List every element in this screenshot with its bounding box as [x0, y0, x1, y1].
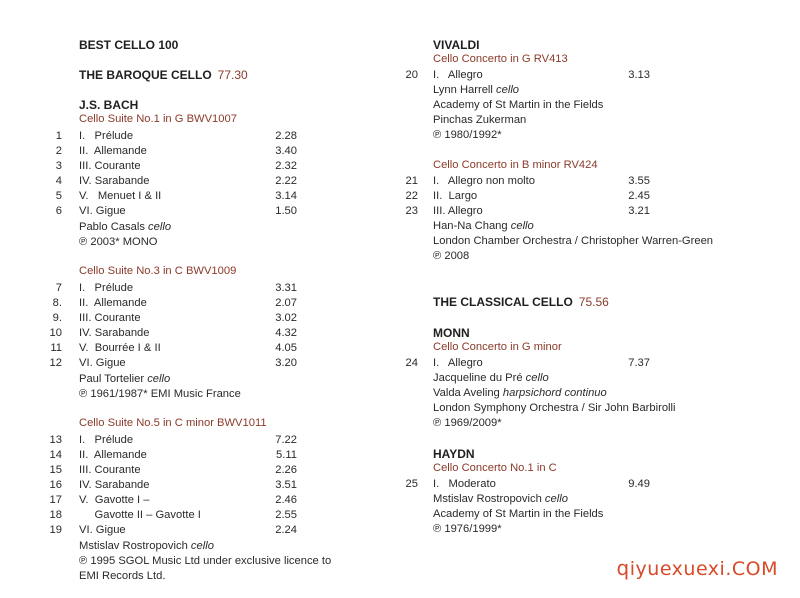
track-duration: 3.55 [628, 175, 650, 187]
track-number: 8. [52, 297, 62, 309]
track-title: I. Allegro [433, 357, 483, 369]
track-duration: 3.20 [275, 357, 297, 369]
track-number: 4 [55, 175, 62, 187]
rv424-title: Cello Concerto in B minor RV424 [433, 159, 598, 171]
track-number: 18 [49, 509, 62, 521]
track-duration: 2.24 [275, 524, 297, 536]
track-number: 14 [49, 449, 62, 461]
track-title: V. Menuet I & II [79, 190, 162, 202]
track-title: VI. Gigue [79, 357, 126, 369]
rv413-copyright: ℗ 1980/1992* [433, 129, 502, 141]
track-number: 16 [49, 479, 62, 491]
track-number: 11 [50, 342, 62, 354]
track-title: IV. Sarabande [79, 479, 150, 491]
track-duration: 5.11 [276, 449, 297, 461]
track-title: III. Courante [79, 312, 141, 324]
bach-composer: J.S. BACH [79, 98, 139, 112]
haydn-composer: HAYDN [433, 447, 475, 461]
track-number: 2 [55, 145, 62, 157]
monn-work-title: Cello Concerto in G minor [433, 341, 562, 353]
track-number: 17 [49, 494, 62, 506]
track-number: 1 [55, 130, 62, 142]
track-title: I. Allegro non molto [433, 175, 535, 187]
track-number: 3 [55, 160, 62, 172]
track-title: I. Prélude [79, 434, 134, 446]
track-title: Gavotte II – Gavotte I [79, 509, 201, 521]
monn-ensemble: London Symphony Orchestra / Sir John Barbirolli [433, 402, 676, 414]
track-title: II. Allemande [79, 145, 147, 157]
suite5-copyright-line1: ℗ 1995 SGOL Music Ltd under exclusive licence to [79, 555, 332, 567]
track-number: 6 [55, 205, 62, 217]
track-title: II. Allemande [79, 297, 147, 309]
haydn-work-title: Cello Concerto No.1 in C [433, 462, 557, 474]
track-duration: 2.45 [628, 190, 650, 202]
rv413-performer: Lynn Harrell cello [433, 84, 520, 96]
track-title: I. Moderato [433, 478, 496, 490]
haydn-copyright: ℗ 1976/1999* [433, 523, 502, 535]
suite3-title: Cello Suite No.3 in C BWV1009 [79, 265, 237, 277]
track-duration: 3.21 [628, 205, 650, 217]
track-title: V. Gavotte I – [79, 494, 150, 506]
track-title: III. Courante [79, 160, 141, 172]
track-duration: 9.49 [628, 478, 650, 490]
classical-duration: 75.56 [578, 295, 609, 309]
track-duration: 2.22 [275, 175, 297, 187]
suite1-copyright: ℗ 2003* MONO [79, 236, 158, 248]
track-title: II. Allemande [79, 449, 147, 461]
track-duration: 2.55 [275, 509, 297, 521]
watermark: qiyuexuexi.COM [616, 556, 778, 580]
track-title: I. Prélude [79, 282, 134, 294]
track-number: 7 [55, 282, 62, 294]
haydn-ensemble: Academy of St Martin in the Fields [433, 508, 604, 520]
suite1-performer: Pablo Casals cello [79, 221, 172, 233]
track-number: 22 [405, 190, 418, 202]
track-duration: 4.32 [275, 327, 297, 339]
monn-performer2: Valda Aveling harpsichord continuo [433, 387, 607, 399]
track-number: 9. [52, 312, 62, 324]
track-duration: 1.50 [275, 205, 297, 217]
track-duration: 2.26 [275, 464, 297, 476]
track-number: 15 [49, 464, 62, 476]
vivaldi-composer: VIVALDI [433, 38, 480, 52]
track-duration: 3.31 [275, 282, 297, 294]
track-duration: 2.46 [275, 494, 297, 506]
track-title: VI. Gigue [79, 524, 126, 536]
track-duration: 4.05 [275, 342, 297, 354]
suite5-title: Cello Suite No.5 in C minor BWV1011 [79, 417, 267, 429]
track-title: II. Largo [433, 190, 478, 202]
track-number: 23 [405, 205, 418, 217]
track-duration: 3.02 [275, 312, 297, 324]
rv413-conductor: Pinchas Zukerman [433, 114, 527, 126]
monn-copyright: ℗ 1969/2009* [433, 417, 502, 429]
track-duration: 3.14 [275, 190, 297, 202]
album-title: BEST CELLO 100 [79, 38, 179, 52]
track-number: 13 [49, 434, 62, 446]
track-duration: 2.07 [275, 297, 297, 309]
suite3-copyright: ℗ 1961/1987* EMI Music France [79, 388, 241, 400]
track-duration: 2.28 [275, 130, 297, 142]
suite5-performer: Mstislav Rostropovich cello [79, 540, 214, 552]
track-duration: 3.51 [275, 479, 297, 491]
track-duration: 3.13 [628, 69, 650, 81]
track-title: I. Prélude [79, 130, 134, 142]
track-title: VI. Gigue [79, 205, 126, 217]
baroque-duration: 77.30 [217, 68, 248, 82]
track-number: 25 [405, 478, 418, 490]
track-number: 24 [405, 357, 418, 369]
track-number: 21 [405, 175, 418, 187]
track-number: 20 [405, 69, 418, 81]
baroque-heading: THE BAROQUE CELLO 77.30 [79, 68, 248, 82]
rv424-copyright: ℗ 2008 [433, 250, 470, 262]
track-title: IV. Sarabande [79, 327, 150, 339]
monn-composer: MONN [433, 326, 470, 340]
track-duration: 7.22 [275, 434, 297, 446]
track-title: III. Allegro [433, 205, 483, 217]
track-number: 5 [55, 190, 62, 202]
track-title: III. Courante [79, 464, 141, 476]
rv424-performer: Han-Na Chang cello [433, 220, 534, 232]
track-duration: 2.32 [275, 160, 297, 172]
suite1-title: Cello Suite No.1 in G BWV1007 [79, 113, 237, 125]
haydn-performer: Mstislav Rostropovich cello [433, 493, 568, 505]
track-number: 10 [49, 327, 62, 339]
classical-heading: THE CLASSICAL CELLO 75.56 [433, 295, 609, 309]
rv424-ensemble: London Chamber Orchestra / Christopher Warren-Green [433, 235, 714, 247]
suite5-copyright-line2: EMI Records Ltd. [79, 570, 166, 582]
rv413-ensemble: Academy of St Martin in the Fields [433, 99, 604, 111]
track-number: 19 [49, 524, 62, 536]
track-duration: 3.40 [275, 145, 297, 157]
track-number: 12 [49, 357, 62, 369]
track-title: IV. Sarabande [79, 175, 150, 187]
track-title: I. Allegro [433, 69, 483, 81]
rv413-title: Cello Concerto in G RV413 [433, 53, 568, 65]
monn-performer: Jacqueline du Pré cello [433, 372, 549, 384]
track-duration: 7.37 [628, 357, 650, 369]
track-title: V. Bourrée I & II [79, 342, 161, 354]
suite3-performer: Paul Tortelier cello [79, 373, 171, 385]
